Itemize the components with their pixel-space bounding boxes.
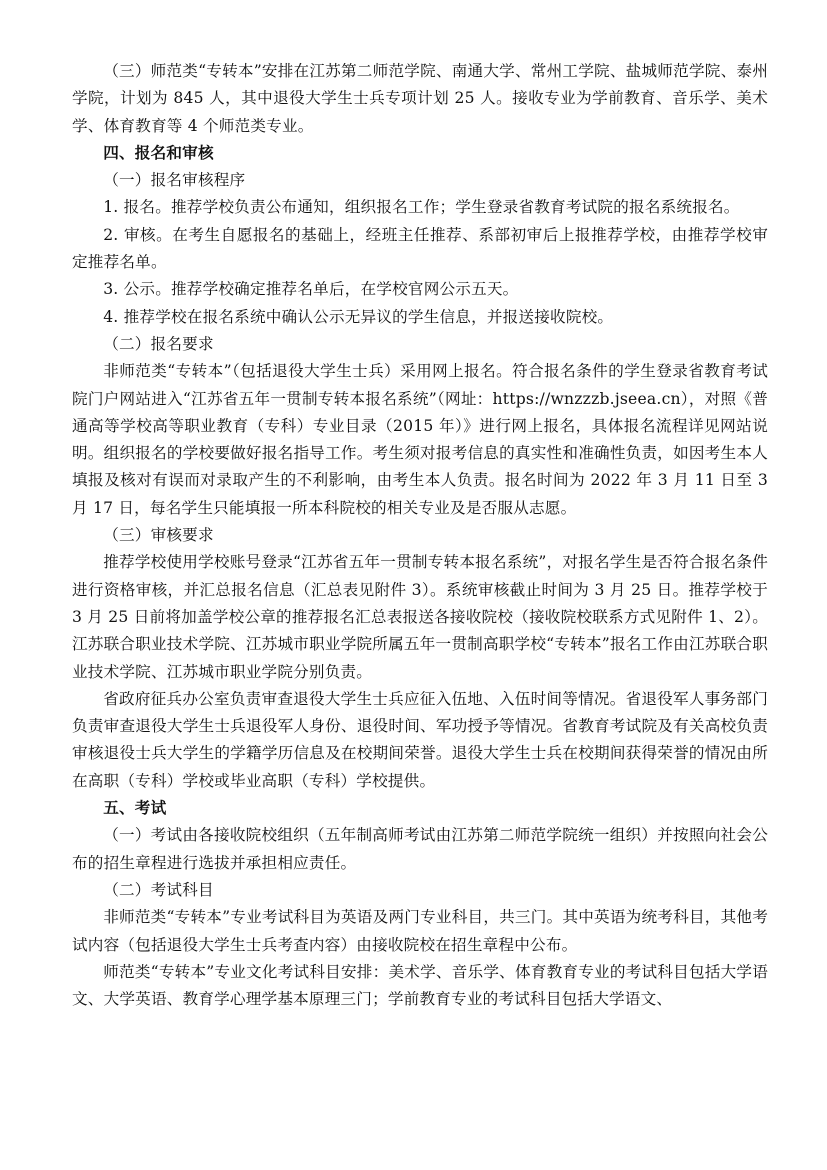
subheading-procedure: （一）报名审核程序 [103, 171, 246, 190]
subheading-exam-subjects: （二）考试科目 [103, 880, 214, 899]
paragraph-exam-organization: （一）考试由各接收院校组织（五年制高师考试由江苏第二师范学院统一组织）并按照向社会公布的招生章程进行选拔并承担相应责任。 [72, 826, 768, 872]
paragraph-teacher-plan: （三）师范类“专转本”安排在江苏第二师范学院、南通大学、常州工学院、盐城师范学院、泰州学院，计划为 845 人，其中退役大学生士兵专项计划 25 人。接收专业为学前教育、音乐学、美术学、体育教育等 4 个师范类专业。 [72, 62, 768, 135]
subheading-requirements: （二）报名要求 [103, 334, 214, 353]
paragraph-non-teacher-subjects: 非师范类“专转本”专业考试科目为英语及两门专业科目，共三门。其中英语为统考科目，其他考试内容（包括退役大学生士兵考查内容）由接收院校在招生章程中公布。 [72, 908, 768, 954]
paragraph-veteran-review: 省政府征兵办公室负责审查退役大学生士兵应征入伍地、入伍时间等情况。省退役军人事务部门负责审查退役大学生士兵退役军人身份、退役时间、军功授予等情况。省教育考试院及有关高校负责审核退役士兵大学生的学籍学历信息及在校期间荣誉。退役大学生士兵在校期间获得荣誉的情况由所在高职（专科）学校或毕业高职（专科）学校提供。 [72, 689, 768, 790]
subheading-review: （三）审核要求 [103, 526, 214, 545]
paragraph-teacher-subjects: 师范类“专转本”专业文化考试科目安排：美术学、音乐学、体育教育专业的考试科目包括大学语文、大学英语、教育学心理学基本原理三门；学前教育专业的考试科目包括大学语文、 [72, 962, 768, 1009]
paragraph-step-3: 3. 公示。推荐学校确定推荐名单后，在学校官网公示五天。 [103, 280, 519, 299]
document-body [72, 58, 768, 1013]
paragraph-step-1: 1. 报名。推荐学校负责公布通知，组织报名工作；学生登录省教育考试院的报名系统报名。 [103, 198, 740, 217]
section-heading-exam: 五、考试 [103, 799, 167, 818]
paragraph-step-4: 4. 推荐学校在报名系统中确认公示无异议的学生信息，并报送接收院校。 [103, 307, 614, 326]
paragraph-online-registration: 非师范类“专转本”（包括退役大学生士兵）采用网上报名。符合报名条件的学生登录省教育考试院门户网站进入“江苏省五年一贯制专转本报名系统”（网址：https://wnzzzb.jseea.cn），对照《普通高等学校高等职业教育（专科）专业目录（2015 年）》进行网上报名，具体报名流程详见网站说明。组织报名的学校要做好报名指导工作。考生须对报考信息的真实性和准确性负责，如因考生本人填报及核对有误而对录取产生的不利影响，由考生本人负责。报名时间为 2022 年 3 月 11 日至 3 月 17 日，每名学生只能填报一所本科院校的相关专业及是否服从志愿。 [72, 362, 768, 517]
paragraph-review-process: 推荐学校使用学校账号登录“江苏省五年一贯制专转本报名系统”，对报名学生是否符合报名条件进行资格审核，并汇总报名信息（汇总表见附件 3）。系统审核截止时间为 3 月 25 日。推荐学校于 3 月 25 日前将加盖学校公章的推荐报名汇总表报送各接收院校（接收院校联系方式见附件 1、2）。江苏联合职业技术学院、江苏城市职业学院所属五年一贯制高职学校“专转本”报名工作由江苏联合职业技术学院、江苏城市职业学院分别负责。 [72, 553, 768, 681]
section-heading-registration: 四、报名和审核 [103, 143, 214, 162]
paragraph-step-2: 2. 审核。在考生自愿报名的基础上，经班主任推荐、系部初审后上报推荐学校，由推荐学校审定推荐名单。 [72, 225, 768, 272]
